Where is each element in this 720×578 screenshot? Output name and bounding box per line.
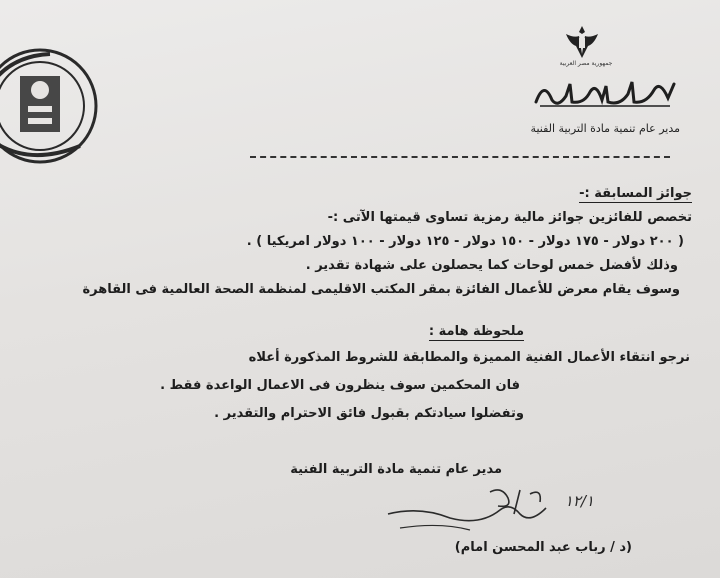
prizes-line-4: وسوف يقام معرض للأعمال الفائزة بمقر المكتب الاقليمى لمنظمة الصحة العالمية فى القاهرة bbox=[82, 282, 680, 297]
department-header: مدير عام تنمية مادة التربية الفنية bbox=[530, 122, 680, 135]
prizes-line-1: تخصص للفائزين جوائز مالية رمزية تساوى قيمتها الآتى :- bbox=[327, 210, 692, 225]
handwritten-date: ١٢/١ bbox=[564, 492, 594, 510]
prizes-heading: جوائز المسابقة :- bbox=[579, 186, 692, 201]
prizes-line-3: وذلك لأفضل خمس لوحات كما يحصلون على شهادة تقدير . bbox=[305, 258, 678, 273]
eagle-emblem-icon bbox=[562, 24, 602, 60]
signature-title: مدير عام تنمية مادة التربية الفنية bbox=[290, 462, 502, 477]
note-heading: ملحوظة هامة : bbox=[428, 324, 524, 339]
signatory-name: (د / رباب عبد المحسن امام) bbox=[454, 540, 632, 555]
handwritten-signature bbox=[380, 484, 640, 536]
republic-caption: جمهورية مصر العربية bbox=[559, 60, 613, 67]
separator-dashed bbox=[250, 156, 670, 158]
prizes-line-2: ( ٢٠٠ دولار - ١٧٥ دولار - ١٥٠ دولار - ١٢٥ دولار - ١٠٠ دولار امريكيا ) . bbox=[246, 234, 684, 249]
note-line-3: وتفضلوا سيادتكم بقبول فائق الاحترام والتقدير . bbox=[214, 406, 524, 421]
ministry-calligraphy-logo bbox=[530, 74, 680, 110]
official-stamp-icon bbox=[0, 46, 110, 166]
note-line-1: نرجو انتقاء الأعمال الفنية المميزة والمطابقة للشروط المذكورة أعلاه bbox=[248, 350, 690, 365]
note-line-2: فان المحكمين سوف ينظرون فى الاعمال الواعدة فقط . bbox=[160, 378, 520, 393]
